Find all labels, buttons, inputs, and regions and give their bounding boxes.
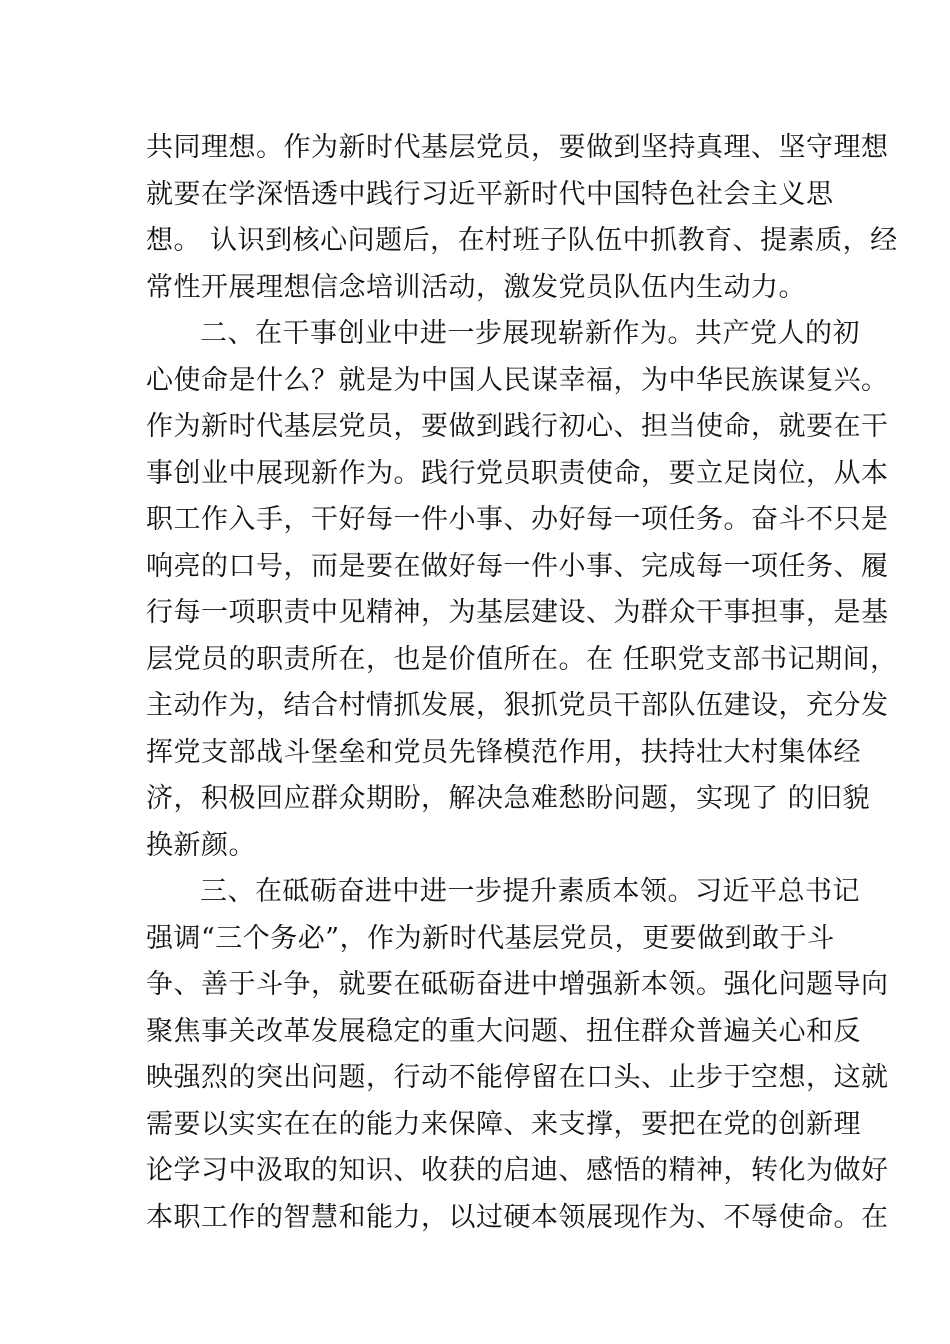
text-line: 作为新时代基层党员，要做到践行初心、担当使命，就要在干 xyxy=(146,411,889,442)
text-line: 行每一项职责中见精神，为基层建设、为群众干事担事，是基 xyxy=(146,597,889,628)
text-line: 换新颜。 xyxy=(146,830,256,861)
text-line: 论学习中汲取的知识、收获的启迪、感悟的精神，转化为做好 xyxy=(146,1155,889,1186)
text-line: 济，积极回应群众期盼，解决急难愁盼问题，实现了 的旧貌 xyxy=(146,783,871,814)
text-line: 职工作入手，干好每一件小事、办好每一项任务。奋斗不只是 xyxy=(146,504,889,535)
section-heading-line: 三、在砥砺奋进中进一步提升素质本领。习近平总书记 xyxy=(200,876,860,907)
text-line: 响亮的口号，而是要在做好每一件小事、完成每一项任务、履 xyxy=(146,551,889,582)
text-line: 层党员的职责所在，也是价值所在。在 任职党支部书记期间， xyxy=(146,644,898,675)
text-line: 强调“三个务必”，作为新时代基层党员，更要做到敢于斗 xyxy=(146,923,835,954)
text-line: 本职工作的智慧和能力，以过硬本领展现作为、不辱使命。在 xyxy=(146,1202,889,1233)
text-line: 就要在学深悟透中践行习近平新时代中国特色社会主义思 xyxy=(146,179,834,210)
section-heading-line: 二、在干事创业中进一步展现崭新作为。共产党人的初 xyxy=(200,318,860,349)
text-line: 想。 认识到核心问题后，在村班子队伍中抓教育、提素质，经 xyxy=(146,225,898,256)
text-line: 映强烈的突出问题，行动不能停留在口头、止步于空想，这就 xyxy=(146,1062,889,1093)
text-line: 挥党支部战斗堡垒和党员先锋模范作用，扶持壮大村集体经 xyxy=(146,737,861,768)
text-line: 事创业中展现新作为。践行党员职责使命，要立足岗位，从本 xyxy=(146,458,889,489)
text-line: 共同理想。作为新时代基层党员，要做到坚持真理、坚守理想 xyxy=(146,132,889,163)
text-line: 聚焦事关改革发展稳定的重大问题、扭住群众普遍关心和反 xyxy=(146,1016,861,1047)
text-line: 需要以实实在在的能力来保障、来支撑，要把在党的创新理 xyxy=(146,1109,861,1140)
text-line: 心使命是什么？就是为中国人民谋幸福，为中华民族谋复兴。 xyxy=(146,365,889,396)
text-line: 常性开展理想信念培训活动，激发党员队伍内生动力。 xyxy=(146,272,806,303)
text-line: 主动作为，结合村情抓发展，狠抓党员干部队伍建设，充分发 xyxy=(146,690,889,721)
text-line: 争、善于斗争，就要在砥砺奋进中增强新本领。强化问题导向 xyxy=(146,969,889,1000)
